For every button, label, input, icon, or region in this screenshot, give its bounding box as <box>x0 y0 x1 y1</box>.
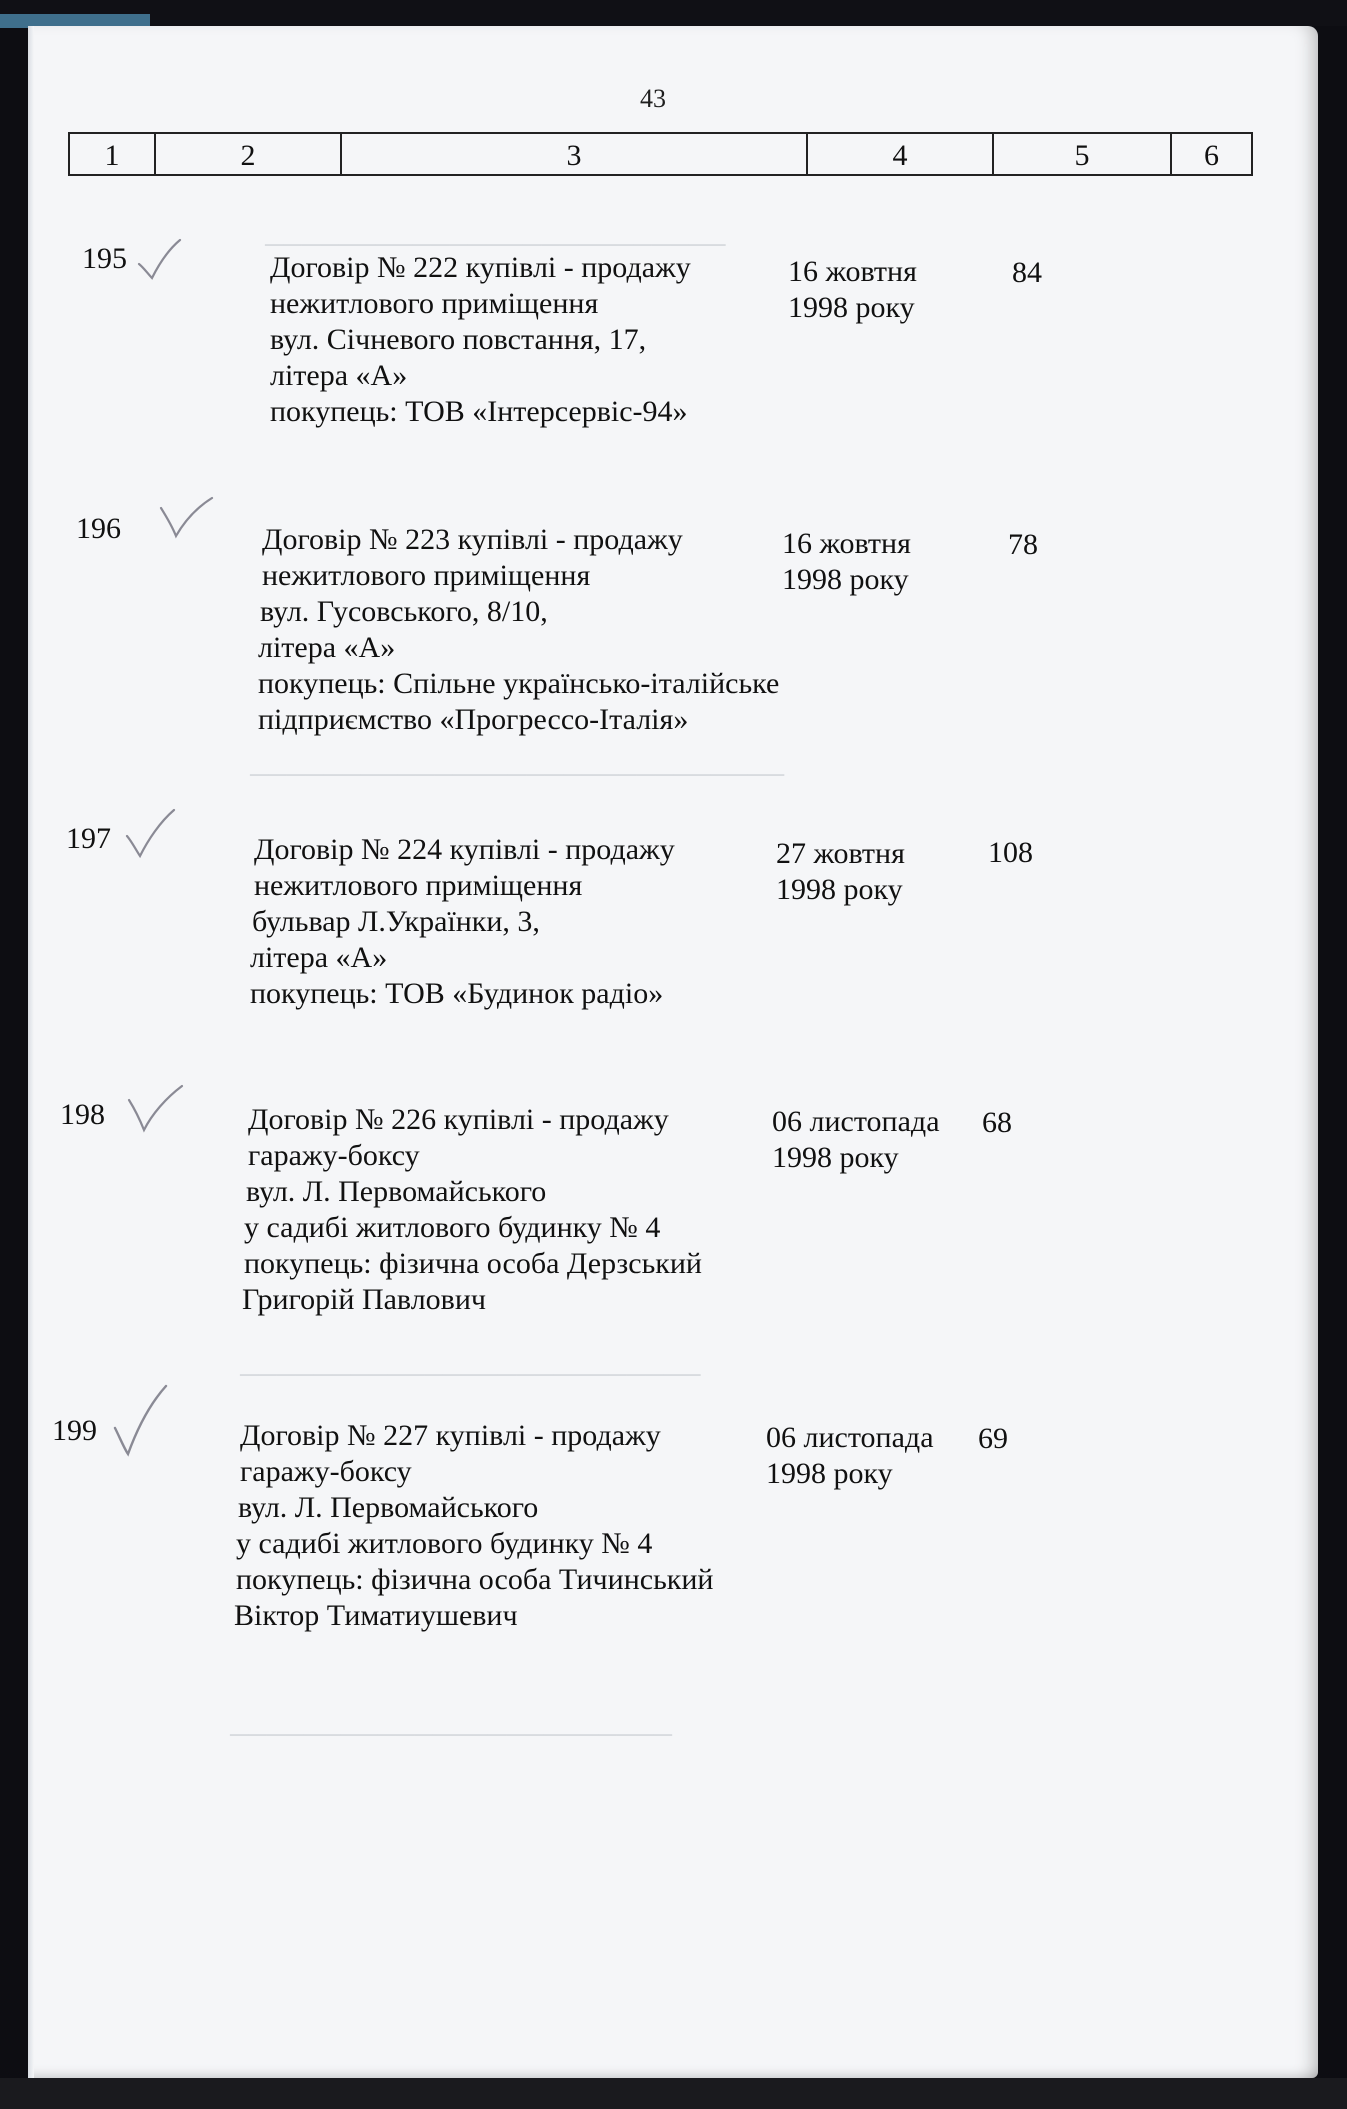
header-col-1: 1 <box>70 134 156 174</box>
description-line: покупець: ТОВ «Інтерсервіс-94» <box>270 395 688 428</box>
description-line: вул. Гусовського, 8/10, <box>260 595 548 628</box>
description-line: літера «А» <box>270 359 408 392</box>
description-line: Договір № 224 купівлі - продажу <box>254 833 675 866</box>
date-line: 06 листопада <box>772 1105 940 1138</box>
description-line: літера «А» <box>258 631 396 664</box>
entry-description <box>270 250 691 430</box>
header-col-2: 2 <box>156 134 342 174</box>
entry-number: 198 <box>60 1098 105 1131</box>
description-line: літера «А» <box>250 941 388 974</box>
checkmark-icon <box>124 808 176 860</box>
entry-date <box>782 526 911 598</box>
description-line: Договір № 226 купівлі - продажу <box>248 1103 669 1136</box>
entry-page-count: 68 <box>982 1106 1012 1139</box>
entry-description <box>242 1102 702 1318</box>
entry-date <box>788 254 917 326</box>
header-col-3: 3 <box>342 134 808 174</box>
description-line: покупець: Спільне українсько-італійське <box>258 667 780 700</box>
description-line: нежитлового приміщення <box>270 287 599 320</box>
entry-number: 196 <box>76 512 121 545</box>
description-line: підприємство «Прогрессо-Італія» <box>258 703 689 736</box>
entry-description <box>234 1418 714 1634</box>
description-line: у садибі житлового будинку № 4 <box>244 1211 661 1244</box>
date-line: 1998 року <box>788 291 915 324</box>
entry-date <box>766 1420 934 1492</box>
description-line: бульвар Л.Українки, 3, <box>252 905 540 938</box>
description-line: гаражу-боксу <box>248 1139 420 1172</box>
entry-page-count: 69 <box>978 1422 1008 1455</box>
description-line: у садибі житлового будинку № 4 <box>236 1527 653 1560</box>
date-line: 16 жовтня <box>788 255 917 288</box>
description-line: вул. Л. Первомайського <box>246 1175 547 1208</box>
header-col-4: 4 <box>808 134 994 174</box>
description-line: вул. Січневого повстання, 17, <box>270 323 647 356</box>
entry-date <box>776 836 905 908</box>
entry-page-count: 78 <box>1008 528 1038 561</box>
bleed-through-text: ───────────────────────── <box>240 1360 701 1389</box>
checkmark-icon <box>112 1384 168 1458</box>
entry-date <box>772 1104 940 1176</box>
page-number: 43 <box>640 84 666 113</box>
description-line: вул. Л. Первомайського <box>238 1491 539 1524</box>
checkmark-icon <box>136 236 182 282</box>
entry-number: 195 <box>82 242 127 275</box>
bleed-through-text: ──────────────────────── <box>230 1720 673 1749</box>
page-binding-edge <box>28 26 34 2078</box>
description-line: покупець: фізична особа Тичинський <box>236 1563 714 1596</box>
entry-number: 197 <box>66 822 111 855</box>
description-line: Віктор Тиматиушевич <box>234 1599 518 1632</box>
header-col-6: 6 <box>1204 139 1219 172</box>
date-line: 06 листопада <box>766 1421 934 1454</box>
date-line: 27 жовтня <box>776 837 905 870</box>
header-col-5: 5 <box>994 134 1172 174</box>
bleed-through-text: ───────────────────────── <box>265 230 726 259</box>
description-line: покупець: ТОВ «Будинок радіо» <box>250 977 664 1010</box>
entry-page-count: 84 <box>1012 256 1042 289</box>
date-line: 1998 року <box>772 1141 899 1174</box>
description-line: Договір № 227 купівлі - продажу <box>240 1419 661 1452</box>
date-line: 1998 року <box>782 563 909 596</box>
checkmark-icon <box>126 1084 184 1134</box>
scan-bottom-border <box>0 2078 1347 2109</box>
description-line: Договір № 223 купівлі - продажу <box>262 523 683 556</box>
description-line: нежитлового приміщення <box>262 559 591 592</box>
date-line: 1998 року <box>776 873 903 906</box>
entry-page-count: 108 <box>988 836 1033 869</box>
description-line: нежитлового приміщення <box>254 869 583 902</box>
date-line: 16 жовтня <box>782 527 911 560</box>
checkmark-icon <box>158 496 214 540</box>
description-line: Договір № 222 купівлі - продажу <box>270 251 691 284</box>
column-header-table <box>68 132 1253 176</box>
description-line: гаражу-боксу <box>240 1455 412 1488</box>
bleed-through-text: ───────────────────────────── <box>250 760 785 789</box>
entry-description <box>250 832 675 1012</box>
description-line: покупець: фізична особа Дерзський <box>244 1247 702 1280</box>
entry-description <box>258 522 780 738</box>
scan-top-border <box>0 0 1347 26</box>
date-line: 1998 року <box>766 1457 893 1490</box>
entry-number: 199 <box>52 1414 97 1447</box>
description-line: Григорій Павлович <box>242 1283 486 1316</box>
